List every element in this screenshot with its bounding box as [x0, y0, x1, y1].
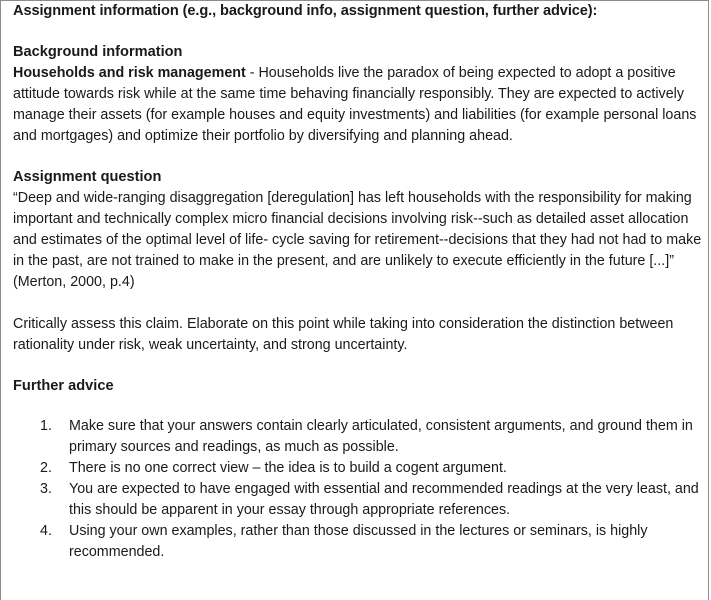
list-item — [13, 458, 703, 479]
background-body: - Households live the paradox of being expected to adopt a positive attitude towards risk while at the same time behaving financially responsibly. They are expected to actively manage their assets (for example houses and equity investments) and liabilities (for example personal loans and mortgages) and optimize their portfolio by diversifying and planning ahead. — [13, 65, 697, 144]
panel-header: Assignment information (e.g., background info, assignment question, further advice): — [13, 3, 598, 19]
list-item-text: Make sure that your answers contain clearly articulated, consistent arguments, and ground them in primary sources and readings, as much as possible. — [69, 418, 693, 455]
background-title: Background information — [13, 44, 183, 60]
list-item-number: 3. — [40, 481, 52, 497]
background-paragraph — [13, 63, 703, 147]
list-item-text: You are expected to have engaged with essential and recommended readings at the very least, and this should be apparent in your essay through appropriate references. — [69, 481, 699, 518]
assignment-content — [13, 0, 703, 563]
question-title: Assignment question — [13, 169, 162, 185]
advice-title: Further advice — [13, 378, 114, 394]
list-item-text: There is no one correct view – the idea is to build a cogent argument. — [69, 460, 507, 476]
list-item-number: 1. — [40, 418, 52, 434]
question-instruction: Critically assess this claim. Elaborate on this point while taking into consideration the distinction between rationality under risk, weak uncertainty, and strong uncertainty. — [13, 316, 674, 353]
list-item-text: Using your own examples, rather than those discussed in the lectures or seminars, is highly recommended. — [69, 523, 648, 560]
list-item — [13, 521, 703, 563]
advice-list — [13, 416, 703, 563]
question-quote: “Deep and wide-ranging disaggregation [deregulation] has left households with the responsibility for making important and technically complex micro financial decisions involving risk--such as detailed asset allocation and estimates of the optimal level of life- cycle saving for retirement--decisions that they had not had to make in the past, are not trained to make in the present, and are unlikely to execute efficiently in the future [...]” (Merton, 2000, p.4) — [13, 190, 702, 290]
list-item — [13, 479, 703, 521]
list-item — [13, 416, 703, 458]
background-subheading: Households and risk management — [13, 65, 246, 81]
list-item-number: 4. — [40, 523, 52, 539]
list-item-number: 2. — [40, 460, 52, 476]
